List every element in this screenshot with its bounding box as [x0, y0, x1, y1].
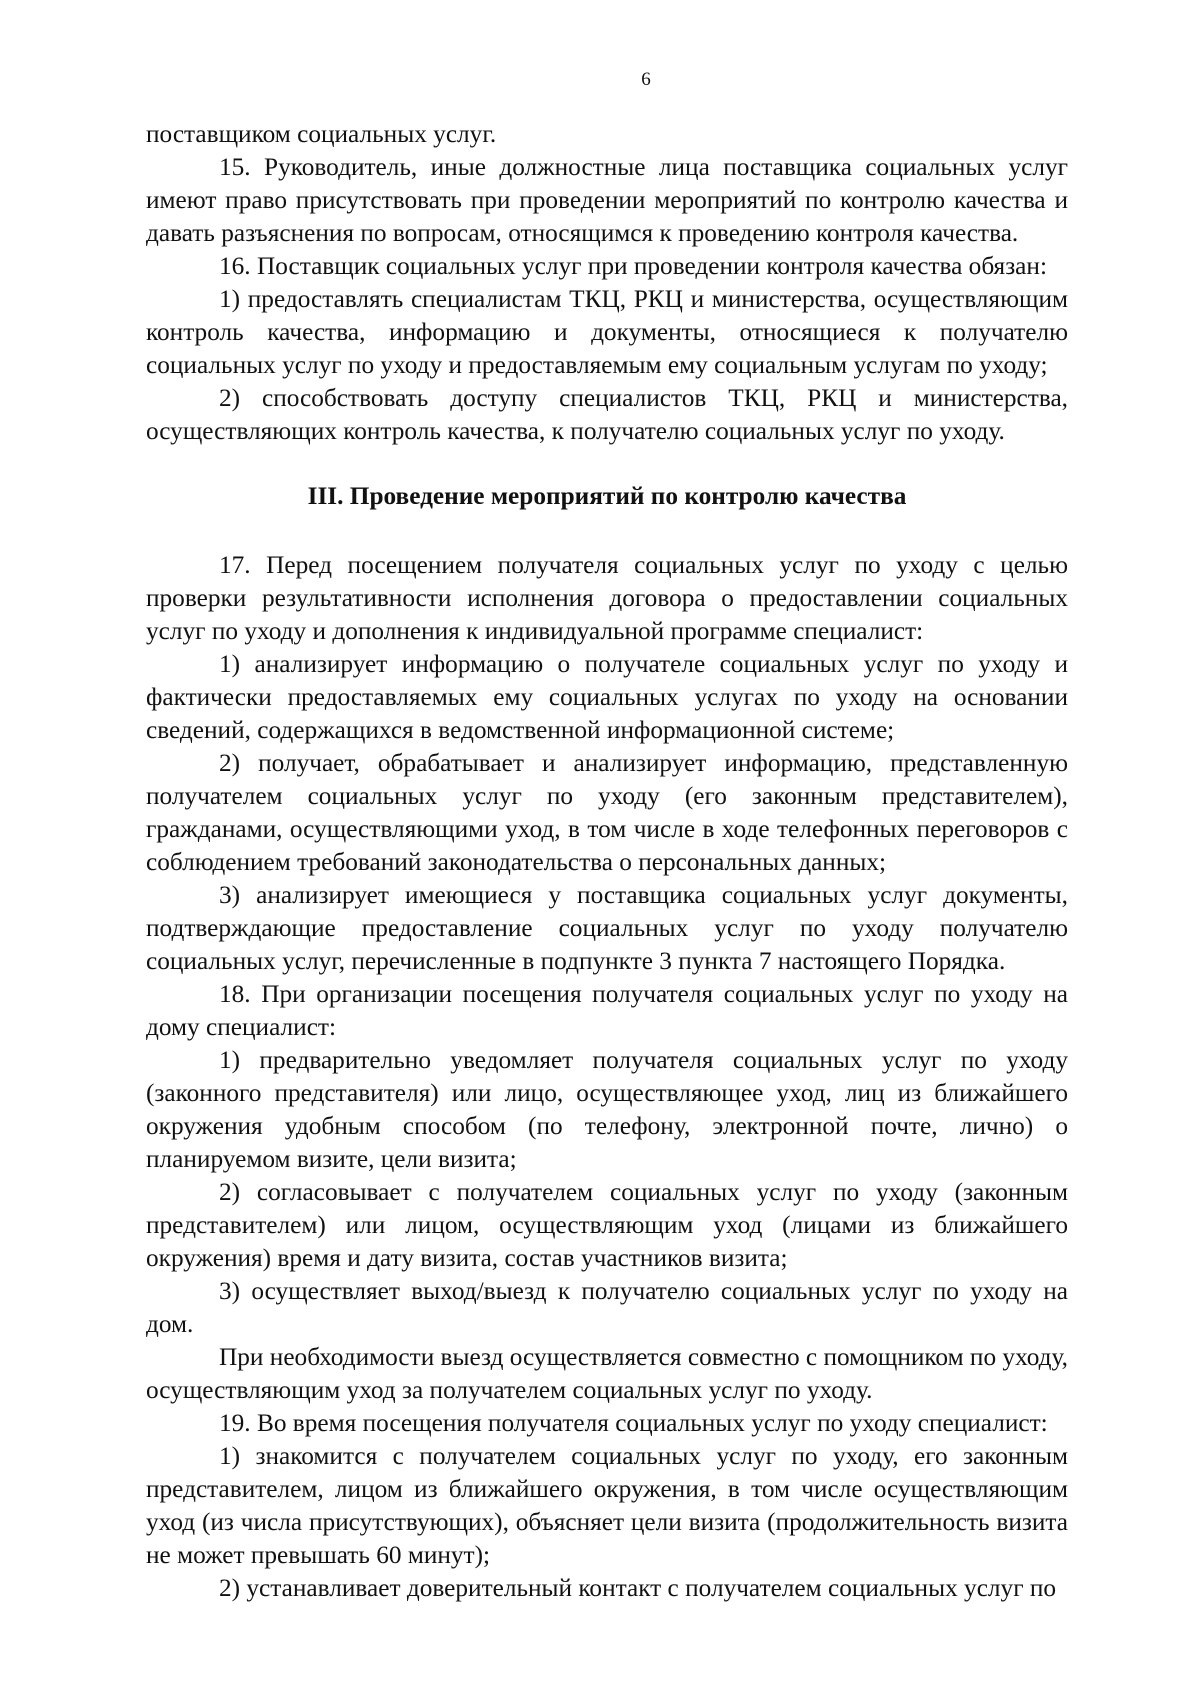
paragraph: поставщиком социальных услуг.: [146, 120, 497, 148]
paragraph: 2) устанавливает доверительный контакт с получателем социальных услуг по: [219, 1574, 1057, 1602]
paragraph: 17. Перед посещением получателя социальных услуг по уходу с целью проверки результативности исполнения договора о предоставлении социальных услуг по уходу и дополнения к индивидуальной программе специалист:: [146, 551, 1068, 645]
paragraph: 2) получает, обрабатывает и анализирует информацию, представленную получателем социальных услуг по уходу (его законным представителем), гражданами, осуществляющими уход, в том числе в ходе телефонных переговоров с соблюдением требований законодательства о персональных данных;: [146, 749, 1068, 876]
paragraph: 16. Поставщик социальных услуг при проведении контроля качества обязан:: [219, 252, 1047, 280]
paragraph: 1) анализирует информацию о получателе социальных услуг по уходу и фактически предоставляемых ему социальных услугах по уходу на основании сведений, содержащихся в ведомственной информационной системе;: [146, 650, 1068, 744]
paragraph: 2) способствовать доступу специалистов ТКЦ, РКЦ и министерства, осуществляющих контроль качества, к получателю социальных услуг по уходу.: [146, 384, 1068, 445]
paragraph: 15. Руководитель, иные должностные лица поставщика социальных услуг имеют право присутствовать при проведении мероприятий по контролю качества и давать разъяснения по вопросам, относящимся к проведению контроля качества.: [146, 153, 1068, 247]
paragraph: 3) осуществляет выход/выезд к получателю социальных услуг по уходу на дом.: [146, 1277, 1068, 1338]
document-body: [146, 118, 1068, 1605]
paragraph: 19. Во время посещения получателя социальных услуг по уходу специалист:: [219, 1409, 1048, 1437]
section-heading: III. Проведение мероприятий по контролю качества: [307, 482, 907, 510]
paragraph: 1) предоставлять специалистам ТКЦ, РКЦ и министерства, осуществляющим контроль качества, информацию и документы, относящиеся к получателю социальных услуг по уходу и предоставляемым ему социальным услугам по уходу;: [146, 285, 1068, 379]
paragraph: 1) предварительно уведомляет получателя социальных услуг по уходу (законного представителя) или лицо, осуществляющее уход, лиц из ближайшего окружения удобным способом (по телефону, электронной почте, лично) о планируемом визите, цели визита;: [146, 1046, 1068, 1173]
paragraph: 3) анализирует имеющиеся у поставщика социальных услуг документы, подтверждающие предоставление социальных услуг по уходу получателю социальных услуг, перечисленные в подпункте 3 пункта 7 настоящего Порядка.: [146, 881, 1068, 975]
paragraph: При необходимости выезд осуществляется совместно с помощником по уходу, осуществляющим уход за получателем социальных услуг по уходу.: [146, 1343, 1068, 1404]
paragraph: 1) знакомится с получателем социальных услуг по уходу, его законным представителем, лицом из ближайшего окружения, в том числе осуществляющим уход (из числа присутствующих), объясняет цели визита (продолжительность визита не может превышать 60 минут);: [146, 1442, 1068, 1569]
paragraph: 18. При организации посещения получателя социальных услуг по уходу на дому специалист:: [146, 980, 1068, 1041]
paragraph: 2) согласовывает с получателем социальных услуг по уходу (законным представителем) или лицом, осуществляющим уход (лицами из ближайшего окружения) время и дату визита, состав участников визита;: [146, 1178, 1068, 1272]
page-number: 6: [641, 69, 651, 90]
